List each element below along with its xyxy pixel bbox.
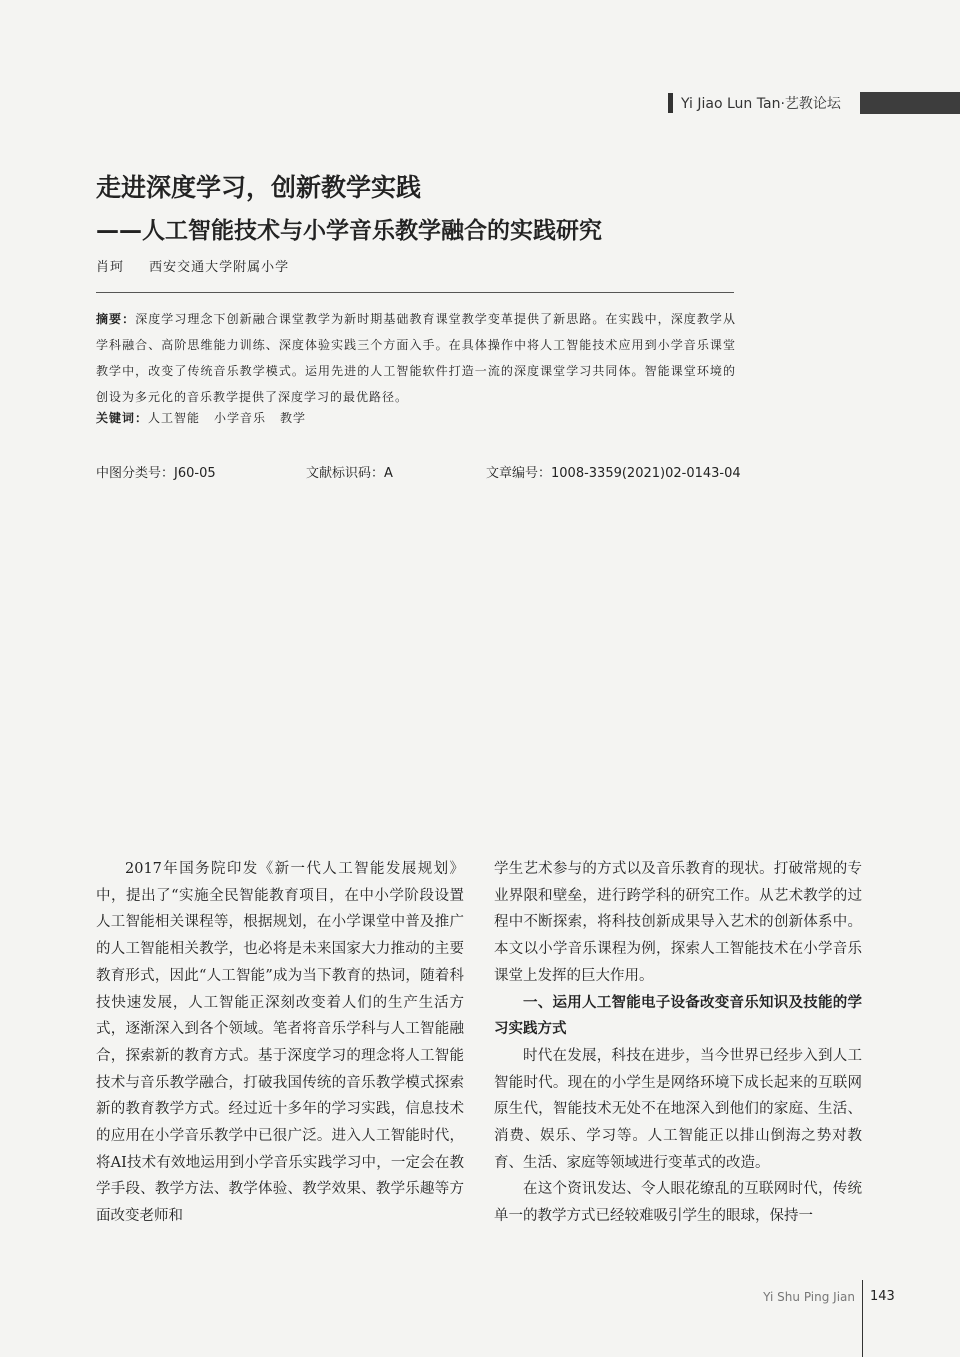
header-bar xyxy=(668,93,673,113)
keyword: 教学 xyxy=(280,411,307,425)
keywords-label: 关键词： xyxy=(96,411,149,425)
section-name: Yi Jiao Lun Tan·艺教论坛 xyxy=(681,96,841,112)
body-paragraph: 在这个资讯发达、令人眼花缭乱的互联网时代，传统单一的教学方式已经较难吸引学生的眼球，保持一 xyxy=(494,1181,862,1225)
document-code: 文献标识码：A xyxy=(306,466,393,481)
clc-number: 中图分类号：J60-05 xyxy=(96,466,216,481)
page-number: 143 xyxy=(870,1289,895,1304)
body-paragraph: 2017年国务院印发《新一代人工智能发展规划》中，提出了“实施全民智能教育项目，在中小学阶段设置人工智能相关课程等，根据规划，在小学课堂中普及推广的人工智能相关教学，也必将是未来国家大力推动的主要教育形式，因此“人工智能”成为当下教育的热词，随着科技快速发展，人工智能正深刻改变着人们的生产生活方式，逐渐深入到各个领域。笔者将音乐学科与人工智能融合，探索新的教育方式。基于深度学习的理念将人工智能技术与音乐教学融合，打破我国传统的音乐教学模式探索新的教育教学方式。经过近十多年的学习实践，信息技术的应用在小学音乐教学中已很广泛。进入人工智能时代，将AI技术有效地运用到小学音乐实践学习中，一定会在教学手段、教学方法、教学体验、教学效果、教学乐趣等方面改变老师和 xyxy=(96,861,464,1225)
abstract xyxy=(96,306,736,410)
body-paragraph: 时代在发展，科技在进步，当今世界已经步入到人工智能时代。现在的小学生是网络环境下成长起来的互联网原生代，智能技术无处不在地深入到他们的家庭、生活、消费、娱乐、学习等。人工智能正以排山倒海之势对教育、生活、家庭等领域进行变革式的改造。 xyxy=(494,1047,862,1171)
author-line xyxy=(96,256,289,275)
section-heading: 一、运用人工智能电子设备改变音乐知识及技能的学习实践方式 xyxy=(494,994,862,1038)
journal-name: Yi Shu Ping Jian xyxy=(763,1290,855,1304)
keyword: 人工智能 xyxy=(148,411,201,425)
body-column-left xyxy=(96,856,464,1230)
section-header xyxy=(668,92,960,114)
article-title: 走进深度学习，创新教学实践 xyxy=(96,173,422,202)
abstract-label: 摘要： xyxy=(96,312,136,326)
keywords xyxy=(96,409,306,426)
footer-rule xyxy=(862,1280,863,1357)
body-column-right xyxy=(494,856,862,1230)
classification-row xyxy=(96,462,741,482)
author-affiliation: 西安交通大学附属小学 xyxy=(149,260,290,275)
abstract-text: 深度学习理念下创新融合课堂教学为新时期基础教育课堂教学变革提供了新思路。在实践中，深度教学从学科融合、高阶思维能力训练、深度体验实践三个方面入手。在具体操作中将人工智能技术应用到小学音乐课堂教学中，改变了传统音乐教学模式。运用先进的人工智能软件打造一流的深度课堂学习共同体。智能课堂环境的创设为多元化的音乐教学提供了深度学习的最优路径。 xyxy=(96,312,736,404)
article-subtitle: ——人工智能技术与小学音乐教学融合的实践研究 xyxy=(96,218,602,244)
header-block xyxy=(860,92,960,114)
divider xyxy=(96,292,734,293)
keyword: 小学音乐 xyxy=(214,411,267,425)
body-paragraph: 学生艺术参与的方式以及音乐教育的现状。打破常规的专业界限和壁垒，进行跨学科的研究工作。从艺术教学的过程中不断探索，将科技创新成果导入艺术的创新体系中。本文以小学音乐课程为例，探索人工智能技术在小学音乐课堂上发挥的巨大作用。 xyxy=(494,861,862,984)
article-number: 文章编号：1008-3359(2021)02-0143-04 xyxy=(486,466,741,481)
author-name: 肖珂 xyxy=(96,260,125,275)
